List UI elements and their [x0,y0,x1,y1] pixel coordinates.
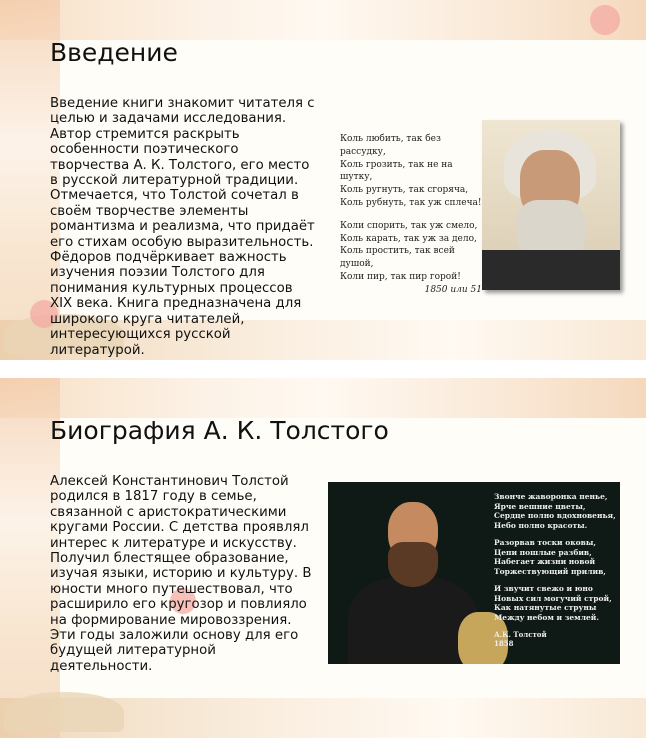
poem-line: Торжествующий прилив, [494,566,606,576]
poem-line: Небо полно красоты. [494,520,588,530]
poem-line: Коль грозить, так не на шутку, [340,159,453,183]
poem-date: 1850 или 51 [424,284,482,295]
slide-title: Биография А. К. Толстого [50,416,389,445]
poem [340,133,482,297]
flower-decoration [590,5,620,35]
book-illustration [4,692,124,732]
poem-line: Коль простить, так всей [340,246,455,257]
poem [494,492,618,648]
poem-line: Набегает жизни новой [494,557,596,566]
floral-decoration-top [0,0,646,40]
slide-title: Введение [50,38,178,67]
tolstoy-portrait-with-poem [328,482,620,664]
poem-line: Коль рубнуть, так уж сплеча! [340,197,482,208]
poem-line: Цепи пошлые разбив, [494,547,592,557]
tolstoy-portrait [482,120,620,290]
poem-author: А.К. Толстой [494,630,547,639]
slide-biography [0,378,646,738]
floral-decoration-top [0,378,646,418]
poem-line: Разорвав тоски оковы, [494,538,596,547]
slide-body-text: Введение книги знакомит читателя с целью и задачами исследования. Автор стремится раскрыть особенности поэтического творчества А. К. Толстого, его место в русской литературной традиции. Отмечается, что Толстой сочетал в своём творчестве элементы романтизма и реализма, что придаёт его стихам особую выразительность. Фёдоров подчёркивает важность изучения поэзии Толстого для понимания культурных процессов XIX века. Книга предназначена для широкого круга читателей, интересующихся русской литературой. [50,96,315,358]
slide-body-text: Алексей Константинович Толстой родился в 1817 году в семье, связанной с аристократическими кругами России. С детства проявлял интерес к литературе и искусству. Получил блестящее образование, изучая языки, историю и культуру. В юности много путешествовал, что расширило его кругозор и повлияло на формирование мировоззрения. Эти годы заложили основу для его будущей литературной деятельности. [50,474,312,674]
slide-introduction [0,0,646,360]
poem-line: Между небом и землей. [494,612,599,622]
poem-line: Коль карать, так уж за дело, [340,233,477,244]
poem-line: Новых сил могучий строй, [494,593,612,603]
poem-line: Коль любить, так без рассудку, [340,134,441,157]
poem-line: Коли спорить, так уж смело, [340,220,478,231]
poem-line: И звучит свежо и юно [494,584,593,593]
poem-line: Как натянутые струны [494,603,597,612]
poem-line: душой, [340,259,374,270]
poem-line: Ярче вешние цветы, [494,501,586,511]
poem-line: Сердце полно вдохновенья, [494,511,616,520]
poem-line: Коль ругнуть, так сгоряча, [340,185,469,196]
poem-year: 1858 [494,639,514,648]
poem-line: Коли пир, так пир горой! [340,271,461,282]
poem-line: Звонче жаворонка пенье, [494,492,608,501]
